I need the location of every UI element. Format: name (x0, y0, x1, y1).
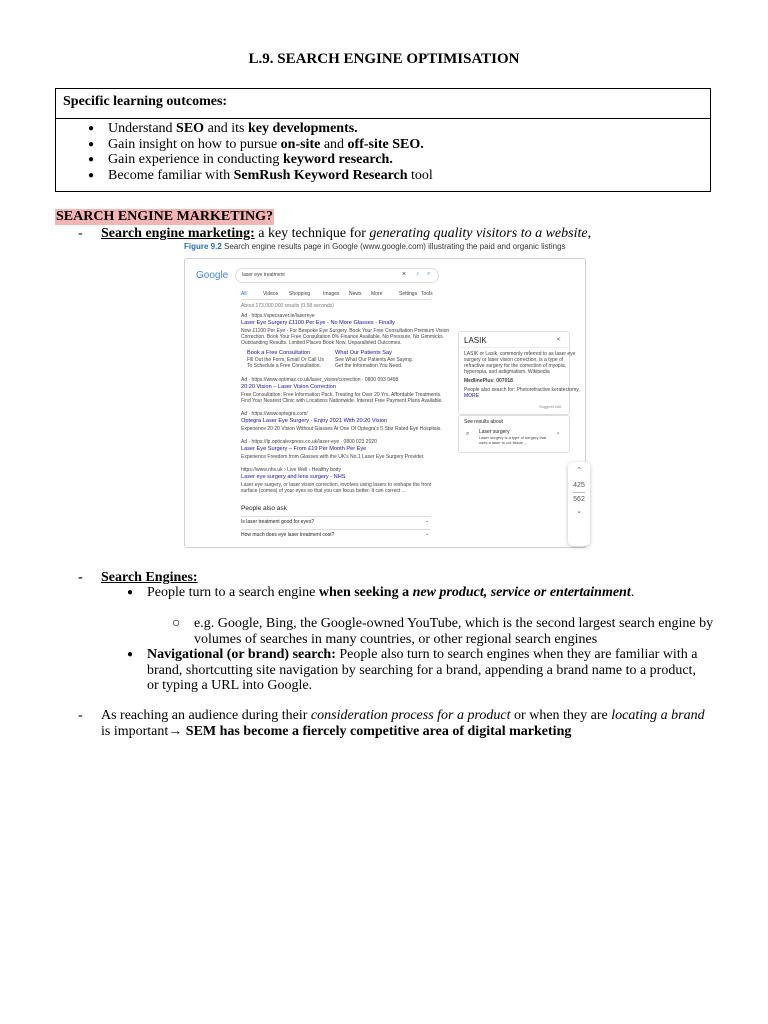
people-also-ask-heading: People also ask (241, 505, 287, 512)
outcomes-list (56, 119, 710, 183)
see-results-title: See results about (464, 419, 503, 425)
search-icon[interactable]: ⌕ (427, 271, 431, 277)
ad-url: Ad · https://lp.opticalexpress.co.uk/laser-eye · 0800 023 2020 (241, 439, 377, 445)
clear-icon[interactable]: × (402, 271, 407, 278)
tab-more[interactable]: More (371, 291, 383, 297)
ad-desc: Free Consultation. Free Information Pack. Treating for Over 20 Yrs. Affordable Treatments. (241, 392, 442, 398)
sitelink-desc: To Schedule a Free Consultation. (247, 363, 321, 369)
closing-statement: - As reaching an audience during their consideration process for a product or when they are locating a brand is important→ SEM has become a fiercely competitive area of digital marketing (78, 708, 705, 739)
ad-url: Ad · https://www.optegra.com/ (241, 411, 308, 417)
sem-heading: SEARCH ENGINE MARKETING? (56, 209, 274, 224)
scroll-divider (573, 492, 585, 493)
ad-desc: Experience 20:20 Vision Without Glasses At One Of Optegra's 5 Star Rated Eye Hospitals. (241, 426, 442, 432)
kp-desc: LASIK or Lasik, commonly referred to as laser eye (464, 351, 576, 357)
kp-medline: MedlinePlus: 007018 (464, 378, 513, 384)
ad-desc: Find Your Nearest Clinic with Locations Nationwide. Interest Free Payment Plans Available. (241, 398, 443, 404)
tab-videos[interactable]: Videos (263, 291, 279, 297)
bullet-navigational: ● Navigational (or brand) search: People also turn to search engines when they are familiar with a brand, shortcutting site navigation by searching for a brand, appending a brand name to a product, or typing a URL into Google. (127, 647, 698, 693)
tab-settings[interactable]: Settings (399, 291, 418, 297)
sitelink-desc: Fill Out the Form, Email Or Call Us (247, 357, 324, 363)
outcome-item: ● Become familiar with SemRush Keyword Research tool (108, 168, 710, 184)
chevron-down-icon[interactable]: ⌄ (576, 508, 582, 515)
google-logo: Google (196, 270, 229, 281)
kp-desc: hyperopia, and astigmatism. Wikipedia (464, 369, 550, 375)
tabs-divider (241, 299, 431, 300)
chevron-right-icon[interactable]: › (557, 431, 559, 437)
paa-question[interactable]: Is laser treatment good for eyes? (241, 519, 315, 525)
search-engines-section: - Search Engines: (78, 570, 198, 585)
kp-also: People also search for: Photorefractive keratectomy, (464, 387, 580, 393)
ad-desc: Experience Freedom from Glasses with the UK's No.1 Laser Eye Surgery Provider. (241, 454, 425, 460)
see-results-desc: uses a laser to cut tissue ... (479, 440, 528, 445)
ad-title[interactable]: Laser Eye Surgery £1100 Per Eye - No More Glasses - Finally (241, 320, 395, 326)
ad-url: Ad · https://specsaver.ie/lasereye (241, 313, 315, 319)
see-results-panel (458, 415, 570, 453)
outcomes-header: Specific learning outcomes: (56, 89, 710, 119)
knowledge-panel (458, 331, 580, 415)
kp-feedback[interactable]: Suggest edit (539, 404, 562, 409)
kp-more-link[interactable]: MORE (464, 393, 479, 399)
sitelink-title[interactable]: What Our Patients Say (335, 350, 392, 356)
search-icon: ⌕ (466, 431, 470, 437)
tab-all[interactable]: All (241, 291, 247, 297)
mic-icon[interactable]: ♪ (416, 271, 419, 277)
see-results-item[interactable]: Laser surgery (479, 429, 510, 435)
ad-desc: Outstanding Results. Limited Places Book Now. Unparalleled Outcomes. (241, 340, 402, 346)
outcome-item: ● Gain insight on how to pursue on-site and off-site SEO. (108, 137, 710, 153)
sem-definition: - Search engine marketing: a key technique for generating quality visitors to a website, (78, 226, 592, 241)
sitelink-desc: Get the Information You Need. (335, 363, 403, 369)
page-title: L.9. SEARCH ENGINE OPTIMISATION (248, 51, 520, 67)
organic-desc: Laser eye surgery, or laser vision correction, involves using lasers to reshape the front (241, 482, 432, 488)
organic-title[interactable]: Laser eye surgery and lens surgery - NHS (241, 474, 346, 480)
paa-divider (241, 516, 431, 517)
outcome-item: ● Understand SEO and its key developments. (108, 121, 710, 137)
bullet-seeking: ● People turn to a search engine when seeking a new product, service or entertainment. (127, 585, 635, 600)
ad-title[interactable]: 20:20 Vision – Laser Vision Correction (241, 384, 336, 390)
ad-desc: Correction. Book Your Free Consultation 0% Finance Available. No Pressure, No Gimmicks. (241, 334, 445, 340)
scroll-value-bottom: 562 (573, 496, 585, 503)
paa-divider (241, 529, 431, 530)
page-scroller[interactable] (568, 462, 590, 546)
ad-desc: Now £1100 Per Eye - For Bespoke Eye Surgery. Book Your Free Consultation Premium Vision (241, 328, 450, 334)
chevron-down-icon[interactable]: ⌄ (425, 518, 430, 524)
tab-news[interactable]: News (349, 291, 362, 297)
result-stats: About 173,000,000 results (0.58 seconds) (241, 303, 334, 309)
tab-tools[interactable]: Tools (421, 291, 433, 297)
outcome-item: ● Gain experience in conducting keyword research. (108, 152, 710, 168)
see-results-desc: Laser surgery is a type of surgery that (479, 435, 547, 440)
ad-title[interactable]: Optegra Laser Eye Surgery - Enjoy 2021 With 20:20 Vision (241, 418, 388, 424)
organic-desc: surface (cornea) of your eyes so that you can focus better. It can correct ... (241, 488, 406, 494)
ad-url: Ad · https://www.optimax.co.uk/laser_vision/correction · 0800 093 0498 (241, 377, 399, 383)
organic-url: https://www.nhs.uk › Live Well › Healthy body (241, 467, 341, 473)
kp-divider (459, 347, 569, 348)
sitelink-title[interactable]: Book a Free Consultation (247, 350, 311, 356)
search-engines-heading: Search Engines: (101, 570, 198, 585)
learning-outcomes-box (55, 88, 711, 192)
sub-bullet-examples: ○ e.g. Google, Bing, the Google-owned YouTube, which is the second largest search engine by volumes of searches in many countries, or other regional search engines (172, 616, 714, 647)
chevron-down-icon[interactable]: ⌄ (425, 531, 430, 537)
kp-desc: surgery or laser vision correction, is a type of (464, 357, 564, 363)
paa-question[interactable]: How much does eye laser treatment cost? (241, 532, 335, 538)
search-query: laser eye treatment (242, 272, 285, 278)
chevron-up-icon[interactable]: ⌃ (576, 467, 582, 474)
kp-desc: refractive surgery for the correction of myopia, (464, 363, 566, 369)
share-icon[interactable]: < (557, 337, 561, 343)
scroll-value-top: 425 (573, 482, 585, 489)
ad-title[interactable]: Laser Eye Surgery – From £19 Per Month Per Eye (241, 446, 367, 452)
serp-screenshot (184, 258, 586, 548)
kp-title: LASIK (464, 336, 487, 345)
tab-images[interactable]: Images (323, 291, 340, 297)
tab-shopping[interactable]: Shopping (289, 291, 311, 297)
search-box[interactable] (235, 268, 439, 283)
figure-serp (184, 242, 586, 549)
figure-caption: Figure 9.2 Search engine results page in Google (www.google.com) illustrating the paid and organic listings (184, 242, 566, 251)
sitelink-desc: See What Our Patients Are Saying. (335, 357, 414, 363)
